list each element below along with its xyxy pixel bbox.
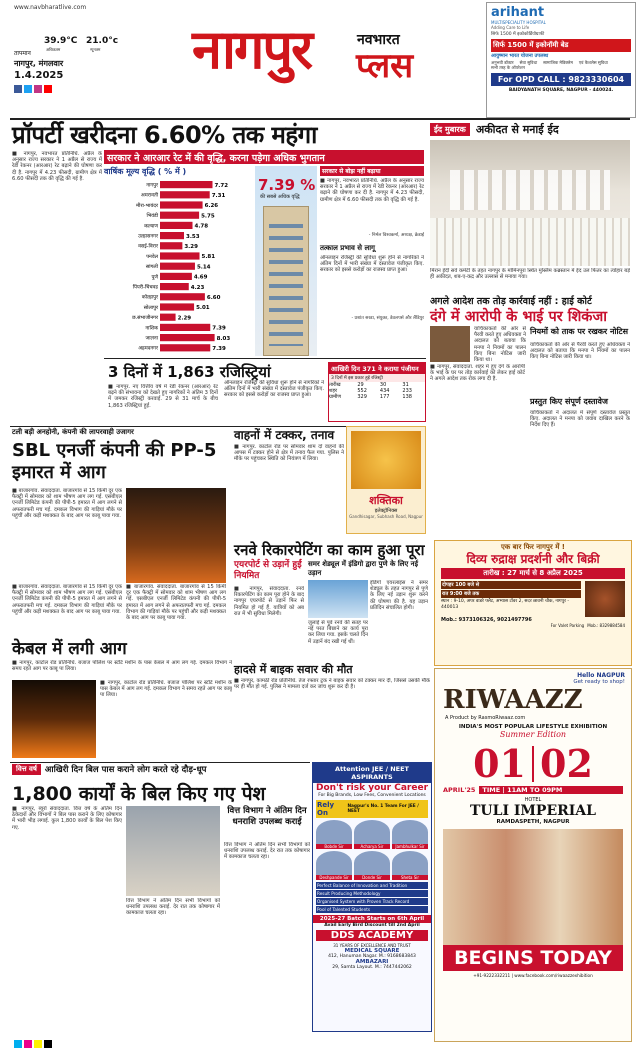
chart-category-label: मीरा-भायंदर: [136, 202, 158, 209]
arihant-feature: सेवा सुविधा: [519, 60, 538, 65]
bills-divider: [10, 762, 310, 763]
rudraksh-line2: रात 9:00 बजे तक: [441, 590, 581, 598]
lead-stat: 7.39 %: [258, 176, 316, 194]
chart-bar: [160, 273, 192, 280]
dds-rely-row: [316, 800, 428, 818]
chart-bar: [160, 314, 176, 321]
riwaazz-day1: 01: [473, 741, 526, 786]
lead-headline: प्रॉपर्टी खरीदना 6.60% तक महंगा: [12, 121, 317, 149]
fire2-body-2: ■ नागपुर, काटोल रोड प्रतिनिधि. बजाज पोलिश पर स्टॉर्ट मशीन के पास केबल में आग लग गई. दमकल विभाग ने समय रहते आग पर काबू पा लिया।: [100, 680, 232, 699]
riwaazz-brand: RIWAAZZ: [443, 685, 583, 715]
dds-point: Perfect Balance of Innovation and Tradition: [316, 882, 428, 889]
social-icons: [14, 85, 52, 93]
riwaazz-time: TIME | 11AM TO 09PM: [479, 786, 623, 794]
dds-attention: Attention JEE / NEET ASPIRANTS: [313, 763, 431, 783]
temp-min-label: न्यूनतम: [90, 47, 101, 52]
quote-title-2: तत्काल प्रभाव से लागू: [320, 244, 375, 252]
fire1-kicker: टली बड़ी अनहोनी, कंपनी की लापरवाही उजागर: [12, 428, 134, 436]
fire1-headline: SBL एनर्जी कंपनी की PP-5 इमारत में आग: [12, 440, 217, 483]
chart-value-label: 6.60: [206, 295, 221, 301]
riwaazz-phone: +91-9222332211 | www.facebook.com/riwaazzexhibition: [473, 973, 593, 978]
chart-bar: [160, 344, 210, 351]
riwaazz-tagline: INDIA'S MOST POPULAR LIFESTYLE EXHIBITION: [458, 724, 608, 730]
bills-kicker-row: [12, 764, 312, 775]
table-cell: 30: [379, 382, 387, 388]
registries-table: [329, 382, 425, 400]
eid-crowd-back: [450, 170, 610, 210]
quote-body-2: ऑनलाइन रजिस्ट्री की सुविधा शुरू होने से नागरिकों ने अंतिम दिनों में भारी संख्या में दस्तावेज पंजीकृत किए. सरकार को इससे करोड़ों का राजस्व प्राप्त हुआ।: [320, 255, 424, 274]
chart-value-label: 7.39: [212, 346, 226, 352]
chart-bar: [160, 252, 200, 259]
chart-category-label: जालना: [145, 335, 158, 342]
website-url[interactable]: www.navbharatlive.com: [14, 4, 87, 11]
chart-category-label: पनवेल: [146, 253, 158, 260]
hc-gavel-photo: [430, 326, 470, 362]
eid-header: [430, 122, 630, 136]
faculty-photo: [392, 820, 428, 844]
chart-value-label: 8.03: [216, 335, 231, 342]
arihant-feature: एवं कैशलेस सुविधा: [578, 60, 608, 65]
faculty-name: Sheta Sir: [392, 875, 428, 880]
chart-value-label: 7.72: [214, 182, 229, 189]
print-color-marks: [14, 1040, 52, 1048]
chart-title: वार्षिक मूल्य वृद्धि ( % में ): [104, 167, 187, 176]
chart-bar: [160, 181, 212, 188]
faculty-card: [316, 820, 352, 849]
temp-max: 39.9°C: [44, 36, 78, 46]
table-cell: 329: [357, 394, 367, 400]
shaktika-line: Gandhisagar, Subhash Road, Nagpur: [349, 514, 423, 519]
chart-category-label: सांगली: [145, 264, 158, 271]
eid-crowd: [430, 218, 630, 266]
registries-headline: 3 दिनों में 1,863 रजिस्ट्रियां: [108, 363, 271, 381]
arihant-hospital-ad[interactable]: [486, 2, 636, 118]
riwaazz-hotel: TULI IMPERIAL: [469, 803, 597, 819]
ganesh-image: [351, 431, 421, 489]
chart-value-label: 7.39: [212, 325, 226, 332]
chart-value-label: 4.78: [194, 223, 209, 230]
chart-value-label: 7.31: [211, 193, 226, 199]
arihant-features: [487, 59, 635, 71]
faculty-photo: [354, 820, 390, 844]
arihant-brand-sub: MULTISPECIALITY HOSPITAL: [491, 20, 546, 25]
chart-bar: [160, 263, 195, 270]
faculty-name: Acharya Sir: [354, 844, 390, 849]
twitter-icon[interactable]: [24, 85, 32, 93]
dds-branch2: AMBAZARI: [355, 959, 389, 965]
arihant-tagline: Adding Care to Life: [491, 25, 530, 30]
plane-photo: [308, 580, 368, 618]
rudraksh-headline: दिव्य रुद्राक्ष प्रदर्शनी और बिक्री: [466, 552, 600, 566]
black-mark: [44, 1040, 52, 1048]
bills-side-body: वित्त विभाग ने अंतिम दिन सभी विभागों को धनराशि उपलब्ध कराई. देर रात तक कोषागार में कामकाज चलता रहा।: [224, 842, 310, 861]
riwaazz-edition: Summer Edition: [499, 730, 567, 739]
table-cell: 29: [357, 382, 364, 388]
chart-bar: [160, 201, 203, 208]
hc-headline: दंगे में आरोपी के भाई पर शिकंजा: [430, 309, 607, 325]
chart-category-label: भिवंडी: [146, 213, 158, 220]
bills-headline: 1,800 कार्यों के बिल किए गए पेश: [12, 783, 266, 805]
registries-table-sub: 3 दिनों में इस प्रकार हुई रजिस्ट्री: [329, 374, 425, 382]
hc-notice-title: नियमों को ताक पर रखकर नोटिस: [530, 327, 628, 336]
fire2-photo: [12, 680, 96, 758]
faculty-card: [316, 851, 352, 880]
lead-stat-caption: की सबसे अधिक वृद्धि: [260, 194, 300, 200]
riwaazz-hello-box: [435, 669, 631, 685]
dds-point: Organised System with Proven Track Record: [316, 898, 428, 905]
chart-value-label: 5.75: [201, 213, 215, 220]
chart-value-label: 2.29: [177, 315, 192, 322]
bike-body: ■ नागपुर, कामठी रोड प्रतिनिधि. तेज रफ्तार ट्रक ने बाइक सवार को टक्कर मार दी, जिससे उसकी मौके पर ही मौत हो गई. पुलिस ने मामला दर्ज कर जांच शुरू कर दी है।: [234, 678, 430, 691]
riwaazz-hotel-label: HOTEL: [524, 797, 542, 803]
arihant-line2: आयुष्मान भारत योजना उपलब्ध: [491, 53, 549, 59]
chart-bar: [160, 222, 193, 229]
registries-table-title: आखिरी दिन 371 ने कराया पंजीयन: [329, 363, 425, 374]
bills-tag: वित्त वर्ष: [12, 764, 41, 775]
dds-point: Pool of Talented Students: [316, 906, 428, 913]
chart-category-label: पिंपरी-चिंचवड: [132, 284, 158, 291]
chart-category-label: कोल्हापुर: [141, 294, 158, 301]
weather-box: [14, 36, 184, 59]
rudraksh-parking-mob: Mob.: 8329884584: [587, 623, 625, 628]
riwaazz-time-row: [435, 786, 631, 794]
bills-kicker: आखिरी दिन बिल पास कराने लोग करते रहे दौड़-धूप: [44, 765, 207, 775]
riwaazz-hello: Hello NAGPUR: [577, 672, 625, 679]
arihant-brand: arihant: [491, 5, 545, 20]
dds-rely: Rely On: [317, 801, 335, 817]
quote-author-2: - प्रशांत सरडा, संयुक्त, डेवलपर्स और लैंडिपुर: [351, 316, 424, 321]
fire1-body: ■ बाजारगांव. संवाददाता. बाजारगांव से 15 किमी दूर एक फैक्ट्री में सोमवार को शाम भीषण आग लग गई. एसबीएल एनर्जी लिमिटेड कंपनी की पीपी-5 इमारत में आग लगने से अफरातफरी मच गई. दमकल विभाग की गाड़ियां मौके पर पहुंचीं और कड़ी मशक्कत के बाद आग पर काबू पाया गया.: [12, 488, 122, 519]
rudraksh-image: [585, 581, 625, 617]
hc-body: ■ नागपुर, संवाददाता. शहर में हुए दंगे के आरोपी के भाई के घर पर तोड़ कार्रवाई को लेकर हाई कोर्ट ने अगले आदेश तक रोक लगा दी है.: [430, 364, 525, 383]
faculty-photo: [354, 851, 390, 875]
rudraksh-ad[interactable]: [434, 540, 632, 666]
eid-tag: ईद मुबारक: [430, 123, 470, 136]
table-cell: 31: [402, 382, 409, 388]
issue-date: 1.4.2025: [14, 70, 64, 81]
dds-addr2: 29, Samta Layout. M.: 7447442062: [332, 965, 412, 970]
dds-sub: 31 YEARS OF EXCELLENCE AND TRUST: [333, 943, 411, 948]
registries-side: ऑनलाइन रजिस्ट्री की सुविधा शुरू होने से नागरिकों ने अंतिम दिनों में भारी संख्या में दस्तावेज पंजीकृत किए. सरकार को इससे करोड़ों का राजस्व प्राप्त हुआ।: [224, 380, 324, 399]
lead-divider: [104, 358, 426, 359]
riwaazz-date-divider: [532, 746, 534, 782]
chart-bar: [160, 303, 194, 310]
chart-value-label: 5.81: [201, 254, 216, 261]
table-cell: 233: [402, 388, 412, 394]
arihant-feature: सामाजिक मेडिक्लेम: [543, 60, 573, 65]
quote-author: - निर्मल विश्वकर्मा, अध्यक्ष, क्रेडाई: [368, 233, 424, 238]
chart-value-label: 5.14: [196, 264, 211, 271]
masthead-title: नागपुर: [192, 18, 312, 81]
chart-value-label: 5.01: [196, 305, 210, 312]
building-windows: [269, 216, 303, 346]
documents-headline: प्रस्तुत किए संपूर्ण दस्तावेज: [530, 397, 608, 406]
faculty-card: [392, 851, 428, 880]
quote-body: ■ नागपुर, नवभारत प्रतिनिधि. अप्रैल के अनुसार राज्य सरकार ने 1 अप्रैल से राज्य में रेडी रेकनर (आरआर) रेट बढ़ाने की घोषणा कर दी है. नागपुर में 4.23 फीसदी, ग्रामीण क्षेत्र में 6.60 फीसदी तक की वृद्धि की गई है.: [320, 178, 424, 203]
faculty-photo: [392, 851, 428, 875]
rudraksh-kicker: एक बार फिर नागपुर में !: [500, 543, 566, 551]
lead-subhead: सरकार ने आरआर रेट में की वृद्धि, करना पड़ेगा अधिक भुगतान: [104, 150, 424, 164]
riwaazz-cta[interactable]: BEGINS TODAY: [443, 945, 623, 971]
fire1-body-2: ■ बाजारगांव. संवाददाता. बाजारगांव से 15 किमी दूर एक फैक्ट्री में सोमवार को शाम भीषण आग लग गई. एसबीएल एनर्जी लिमिटेड कंपनी की पीपी-5 इमारत में आग लगने से अफरातफरी मच गई. दमकल विभाग की गाड़ियां मौके पर पहुंचीं और कड़ी मशक्कत के बाद आग पर काबू पाया गया.: [126, 584, 226, 622]
riwaazz-day2: 02: [540, 741, 593, 786]
faculty-name: Jambhulkar Sir: [392, 844, 428, 849]
riwaazz-hotel-place: RAMDASPETH, NAGPUR: [496, 819, 570, 825]
bills-body-2: वित्त विभाग ने अंतिम दिन सभी विभागों को धनराशि उपलब्ध कराई. देर रात तक कोषागार में कामकाज चलता रहा।: [126, 898, 220, 917]
rudraksh-venue: स्थान : 9-10, अपर वाडरे फ्लैट, अभ्यास टॉवर 2, सदर छावनी चौक, नागपुर - 440013: [441, 599, 569, 610]
chart-value-label: 6.26: [204, 203, 219, 210]
chart-category-label: सोलापुर: [143, 304, 158, 311]
chart-category-label: अमरावती: [140, 192, 158, 199]
fire1-photo: [126, 488, 226, 583]
chart-category-label: अहमदनगर: [138, 345, 158, 352]
chart-svg: [104, 178, 252, 354]
riwaazz-product: A Product by RasmoRiwaaz.com: [445, 715, 526, 721]
runway-right-body: इंडिगो एयरलाइंस ने समर शेड्यूल के तहत नागपुर से पुणे के लिए नई उड़ान शुरू करने की घोषणा की है. यह उड़ान प्रतिदिन संचालित होगी।: [370, 580, 428, 611]
chart-value-label: 4.23: [190, 284, 205, 291]
shaktika-ad[interactable]: [346, 426, 426, 534]
chart-bar: [160, 293, 205, 300]
table-cell: शहर: [329, 388, 338, 394]
temp-min: 21.0°c: [86, 36, 119, 46]
yellow-mark: [34, 1040, 42, 1048]
accident-headline: वाहनों में टक्कर, तनाव: [234, 428, 335, 442]
chart-category-label: उल्हासनगर: [138, 233, 158, 240]
hc-kicker: अगले आदेश तक तोड़ कार्रवाई नहीं : हाई कोर्ट: [430, 296, 592, 307]
rudraksh-line1: दोपहर 100 बजे से: [441, 581, 581, 589]
faculty-card: [354, 851, 390, 880]
dds-name: DDS ACADEMY: [316, 930, 428, 941]
chart-bar: [160, 324, 210, 331]
arihant-feature: अनुभवी डॉक्टर: [491, 60, 514, 65]
faculty-name: Bobde Sir: [316, 844, 352, 849]
dds-branch1: MEDICAL SQUARE: [344, 948, 400, 954]
masthead-navbharat: नवभारत: [357, 32, 400, 48]
dds-early: Avail Early Bird Discount till 2nd April: [324, 923, 420, 928]
dds-points: [313, 880, 431, 915]
faculty-name: Deshpande Sir: [316, 875, 352, 880]
chart-value-label: 3.29: [184, 244, 198, 250]
fire1-body-3: ■ बाजारगांव. संवाददाता. बाजारगांव से 15 किमी दूर एक फैक्ट्री में सोमवार को शाम भीषण आग लग गई. एसबीएल एनर्जी लिमिटेड कंपनी की पीपी-5 इमारत में आग लगने से अफरातफरी मच गई. दमकल विभाग की गाड़ियां मौके पर पहुंचीं और कड़ी मशक्कत के बाद आग पर काबू पाया गया.: [12, 584, 122, 615]
table-row: [329, 394, 425, 400]
rudraksh-contact: Mob.: 9373106326, 9021497796: [441, 617, 532, 623]
registries-body: ■ नागपुर. नए वित्तीय वर्ष में रेडी रेकनर (आरआर) रेट बढ़ने की संभावना को देखते हुए नागरिकों ने अंतिम 3 दिनों में जमकर रजिस्ट्री करवाई. 29 से 31 मार्च के बीच 1,863 रजिस्ट्रियां हुईं.: [108, 384, 218, 409]
chart-value-label: 3.53: [186, 233, 200, 240]
rudraksh-info-text: [441, 581, 581, 617]
magenta-mark: [24, 1040, 32, 1048]
eid-headline: अकीदत से मनाई ईद: [475, 122, 559, 136]
bills-body: ■ नागपुर, ब्यूरो संवाददाता. वित्त वर्ष के अंतिम दिन ठेकेदारों और विभागों ने बिल पास कराने के लिए कोषागार में भारी भीड़ लगाई. कुल 1,800 कार्यों के बिल पेश किए गए.: [12, 806, 122, 831]
faculty-card: [392, 820, 428, 849]
faculty-card: [354, 820, 390, 849]
riwaazz-month: APRIL'25: [443, 786, 476, 794]
riwaazz-ad[interactable]: [434, 668, 632, 1042]
arihant-opd[interactable]: For OPD CALL : 9823330604: [491, 73, 631, 86]
shaktika-sub: इलेक्ट्रॉनिक्स: [374, 508, 398, 514]
faculty-photo: [316, 851, 352, 875]
arihant-line1: सिर्फ 1500 में इकोकोर्डियोग्राफी: [491, 32, 545, 37]
riwaazz-dates: [435, 741, 631, 786]
chart-bar: [160, 191, 210, 198]
fire2-headline: केबल में लगी आग: [12, 639, 127, 659]
bills-photo: [126, 806, 220, 896]
hc-notice-body: याचिकाकर्ता की ओर से पैरवी करते हुए अधिवक्ता ने अदालत को बताया कि मनपा ने नियमों का पालन किए बिना नोटिस जारी किया था।: [530, 342, 630, 361]
faculty-name: Donde Sir: [354, 875, 390, 880]
runway-left-headline: एयरपोर्ट से उड़ानें हुईं नियमित: [234, 560, 302, 581]
chart-category-label: नाशिक: [145, 325, 158, 332]
faculty-photo: [316, 820, 352, 844]
chart-value-label: 4.69: [193, 274, 208, 281]
cyan-mark: [14, 1040, 22, 1048]
chart-category-label: वसई-विरार: [138, 243, 158, 250]
table-cell: 552: [357, 388, 367, 394]
riwaazz-get-ready: Get ready to shop!: [573, 679, 625, 685]
dds-line1: Don't risk your Career: [315, 783, 429, 793]
instagram-icon[interactable]: [34, 85, 42, 93]
rudraksh-parking-row: [435, 623, 631, 628]
chart-bar: [160, 242, 182, 249]
chart-category-label: छ.संभाजीनगर: [132, 315, 158, 322]
chart-bar: [160, 334, 215, 341]
chart-bar: [160, 283, 189, 290]
riwaazz-models-photo: [443, 829, 623, 945]
rudraksh-parking: For Valet Parking: [550, 623, 585, 628]
bills-side-headline: वित्त विभाग ने अंतिम दिन धनराशि उपलब्ध कराई: [227, 806, 307, 827]
table-cell: 138: [402, 394, 412, 400]
dds-rely-text: Nagpur's No. 1 Team For JEE / NEET: [347, 804, 419, 814]
lead-quotes: [320, 166, 424, 356]
temp-label: तापमान: [14, 50, 31, 57]
shaktika-title: शक्तिका: [369, 494, 403, 507]
rudraksh-dates: तारीख : 27 मार्च से 8 अप्रैल 2025: [441, 568, 625, 579]
chart-category-label: कल्याण: [144, 223, 158, 230]
table-cell: 177: [379, 394, 390, 400]
dds-point: Result Producing Methodology: [316, 890, 428, 897]
temp-max-label: अधिकतम: [46, 47, 61, 52]
quote-title: सरकार से बोझ नहीं बढ़ाया: [320, 166, 424, 176]
hc-body-2: याचिकाकर्ता की ओर से पैरवी करते हुए अधिवक्ता ने अदालत को बताया कि मनपा ने नियमों का पालन किए बिना नोटिस जारी किया था।: [474, 326, 526, 364]
dds-addr1: 412, Hanuman Nagar. M.: 9168683843: [328, 954, 416, 959]
dds-batch: 2025-27 Batch Starts on 6th April: [313, 915, 431, 923]
dds-faculty-grid: [313, 820, 431, 880]
documents-body: याचिकाकर्ता ने अदालत में संपूर्ण दस्तावेज प्रस्तुत किए. अदालत ने मनपा को जवाब दाखिल करने के निर्देश दिए हैं।: [530, 410, 630, 429]
lead-body: ■ नागपुर, नवभारत प्रतिनिधि. अप्रैल के अनुसार राज्य सरकार ने 1 अप्रैल से राज्य में रेडी रेकनर (आरआर) रेट बढ़ाने की घोषणा कर दी है. नागपुर में 4.23 फीसदी, ग्रामीण क्षेत्र में 6.60 फीसदी तक की वृद्धि की गई है.: [12, 151, 102, 182]
arihant-feature: सभी तरह के ऑपरेशन: [491, 65, 525, 71]
table-cell: ग्रामीण: [329, 394, 342, 400]
eid-caption: मिरान ईदी सर्वे कमेटी के तहत नागपुर के मोमिनपुरा स्थित मुस्लिम कब्रस्तान में ईद उल फितर का त्योहार बड़े ही अकीदत, शब-ए-कद्र और उल्लास से मनाया गया।: [430, 268, 630, 281]
eid-photo: [430, 140, 630, 266]
chart-category-label: पुणे: [151, 274, 158, 281]
facebook-icon[interactable]: [14, 85, 22, 93]
city-day: नागपुर, मंगलवार: [14, 59, 64, 68]
chart-bar: [160, 232, 184, 239]
table-cell: तारीख: [329, 382, 341, 388]
accident-body: ■ नागपुर. काटोल रोड पर सोमवार शाम दो वाहनों की आपस में टक्कर होने से क्षेत्र में तनाव फैल गया. पुलिस ने मौके पर पहुंचकर स्थिति को नियंत्रण में लिया।: [234, 444, 344, 463]
masthead-plus: प्लस: [356, 46, 414, 86]
runway-right-headline: समर शेड्यूल में इंडिगो द्वारा पुणे के लिए नई उड़ान: [308, 560, 419, 577]
runway-headline: रनवे रिकारपेटिंग का काम हुआ पूरा: [234, 541, 425, 559]
dds-academy-ad[interactable]: [312, 762, 432, 1032]
youtube-icon[interactable]: [44, 85, 52, 93]
hc-col2: [474, 326, 526, 426]
runway-middle-body: जुलाई से पूर्व रनवे की सतह पर नई परत बिछाने का कार्य पूरा कर लिया गया. इसके चलते दिन में उड़ानें बंद रखी गई थीं।: [308, 620, 368, 645]
dds-line2: For Big Brands, Low Fees, Convenient Locations: [318, 793, 426, 798]
registries-table-box: [328, 362, 426, 422]
table-cell: 434: [379, 388, 390, 394]
fire2-body: ■ नागपुर, काटोल रोड प्रतिनिधि. बजाज पोलिश पर स्टॉर्ट मशीन के पास केबल में आग लग गई. दमकल विभाग ने समय रहते आग पर काबू पा लिया।: [12, 660, 232, 673]
bike-headline: हादसे में बाइक सवार की मौत: [234, 663, 353, 676]
property-rate-chart: [104, 166, 252, 356]
arihant-address: BAIDYANATH SQUARE, NAGPUR - 440024.: [508, 88, 614, 94]
runway-left-body: ■ नागपुर, संवाददाता. रनवे रिकारपेटिंग का काम पूरा होने के बाद नागपुर एयरपोर्ट से उड़ानें फिर से नियमित हो गई हैं. यात्रियों को अब रात में भी सुविधा मिलेगी।: [234, 586, 304, 617]
chart-bar: [160, 212, 199, 219]
rudraksh-info: [435, 581, 631, 617]
arihant-offer: सिर्फ 1500 में इकोनॉमी बेड: [491, 39, 631, 52]
chart-category-label: नागपुर: [146, 182, 158, 189]
